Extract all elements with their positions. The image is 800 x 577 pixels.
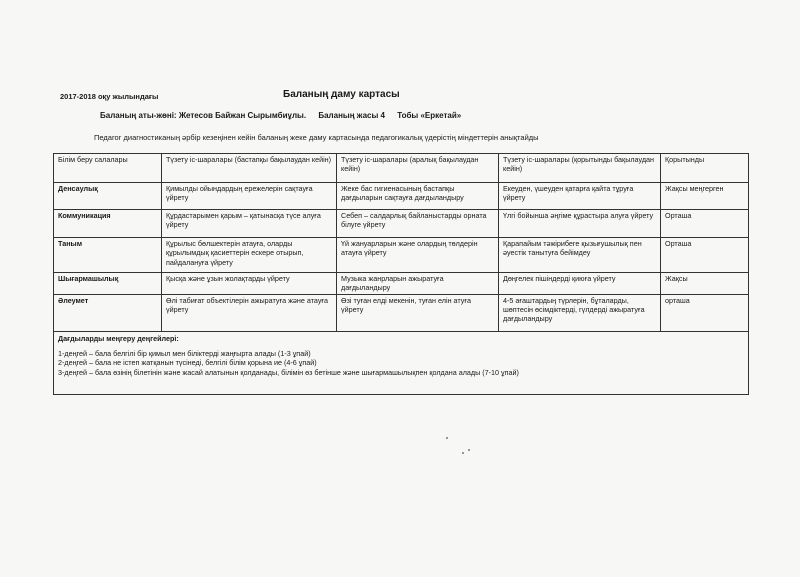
- result-cell: Жақсы: [661, 273, 749, 295]
- table-cell: Қимылды ойындардың ережелерін сақтауға үйрету: [162, 183, 337, 210]
- result-cell: Жақсы меңгерген: [661, 183, 749, 210]
- intro-text: Педагог диагностиканың әрбір кезеңінен кейін баланың жеке даму картасында педагогикалық үдерістің міндеттерін анықтайды: [94, 133, 539, 142]
- table-cell: Себеп – салдарлық байланыстарды орната білуге үйрету: [337, 210, 499, 238]
- table-row: [54, 273, 749, 295]
- level-item: 3-деңгей – бала өзінің білетінін және жасай алатынын қолданады, білімін өз бетінше және шығармашылықпен қолдана алады (7-10 ұпай): [58, 367, 519, 377]
- level-item: 2-деңгей – бала не істеп жатқанын түсінеді, белгілі білім қорына ие (4-6 ұпай): [58, 358, 317, 368]
- development-table: [53, 153, 749, 395]
- school-year: 2017-2018 оқу жылындағы: [60, 92, 159, 101]
- table-row: [54, 294, 749, 331]
- header-cell: Қорытынды: [661, 154, 749, 183]
- result-cell: орташа: [661, 294, 749, 331]
- table-cell: Үлгі бойынша әңгіме құрастыра алуға үйрету: [499, 210, 661, 238]
- child-name: Баланың аты-жөні: Жетесов Байжан Сырымбиұлы.: [100, 111, 307, 120]
- levels-cell: [54, 331, 749, 394]
- table-cell: Құрылыс бөлшектерін атауға, оларды құрылымдық қасиеттерін ескере отырып, пайдалануға үйрету: [162, 238, 337, 273]
- table-cell: Қысқа және ұзын жолақтарды үйрету: [162, 273, 337, 295]
- area-cell: Денсаулық: [54, 183, 162, 210]
- table-cell: Үй жануарларын және олардың төлдерін атауға үйрету: [337, 238, 499, 273]
- child-group: Тобы «Еркетай»: [397, 111, 462, 120]
- header-cell: Түзету іс-шаралары (қорытынды бақылаудан кейін): [499, 154, 661, 183]
- area-cell: Шығармашылық: [54, 273, 162, 295]
- table-cell: Өлі табиғат объектілерін ажыратуға және атауға үйрету: [162, 294, 337, 331]
- table-cell: Музыка жанрларын ажыратуға дағдыландыру: [337, 273, 499, 295]
- levels-title: Дағдыларды меңгеру деңгейлері:: [58, 333, 179, 343]
- scan-speck: [462, 452, 464, 454]
- header-cell: Білім беру салалары: [54, 154, 162, 183]
- header-cell: Түзету іс-шаралары (бастапқы бақылаудан кейін): [162, 154, 337, 183]
- table-cell: Өзі туған елді мекенін, туған елін атуға үйрету: [337, 294, 499, 331]
- header-cell: Түзету іс-шаралары (аралық бақылаудан кейін): [337, 154, 499, 183]
- table-cell: Дөңгелек пішіндерді қиюға үйрету: [499, 273, 661, 295]
- table-cell: Жеке бас гигиенасының бастапқы дағдыларын сақтауға дағдыландыру: [337, 183, 499, 210]
- scan-speck: [446, 437, 448, 439]
- level-item: 1-деңгей – бала белгілі бір қимыл мен біліктерді жаңғырта алады (1-3 ұпай): [58, 349, 311, 359]
- area-cell: Таным: [54, 238, 162, 273]
- area-cell: Коммуникация: [54, 210, 162, 238]
- table-cell: Құрдастарымен қарым – қатынасқа түсе алуға үйрету: [162, 210, 337, 238]
- page-title: Баланың даму картасы: [283, 89, 400, 100]
- table-cell: 4-5 ағаштардың түрлерін, бұталарды, шөптесін өсімдіктерді, гүлдерді ажыратуға дағдыландыру: [499, 294, 661, 331]
- scan-speck: [468, 449, 470, 451]
- child-age: Баланың жасы 4: [318, 111, 385, 120]
- result-cell: Орташа: [661, 210, 749, 238]
- table-header-row: [54, 154, 749, 183]
- result-cell: Орташа: [661, 238, 749, 273]
- table-row: [54, 238, 749, 273]
- table-cell: Екеуден, үшеуден қатарға қайта тұруға үйрету: [499, 183, 661, 210]
- table-row: [54, 210, 749, 238]
- area-cell: Әлеумет: [54, 294, 162, 331]
- levels-row: [54, 331, 749, 394]
- child-info: [100, 111, 471, 120]
- table-cell: Қарапайым тәжірибеге қызығушылық пен әуестік танытуға бейімдеу: [499, 238, 661, 273]
- table-row: [54, 183, 749, 210]
